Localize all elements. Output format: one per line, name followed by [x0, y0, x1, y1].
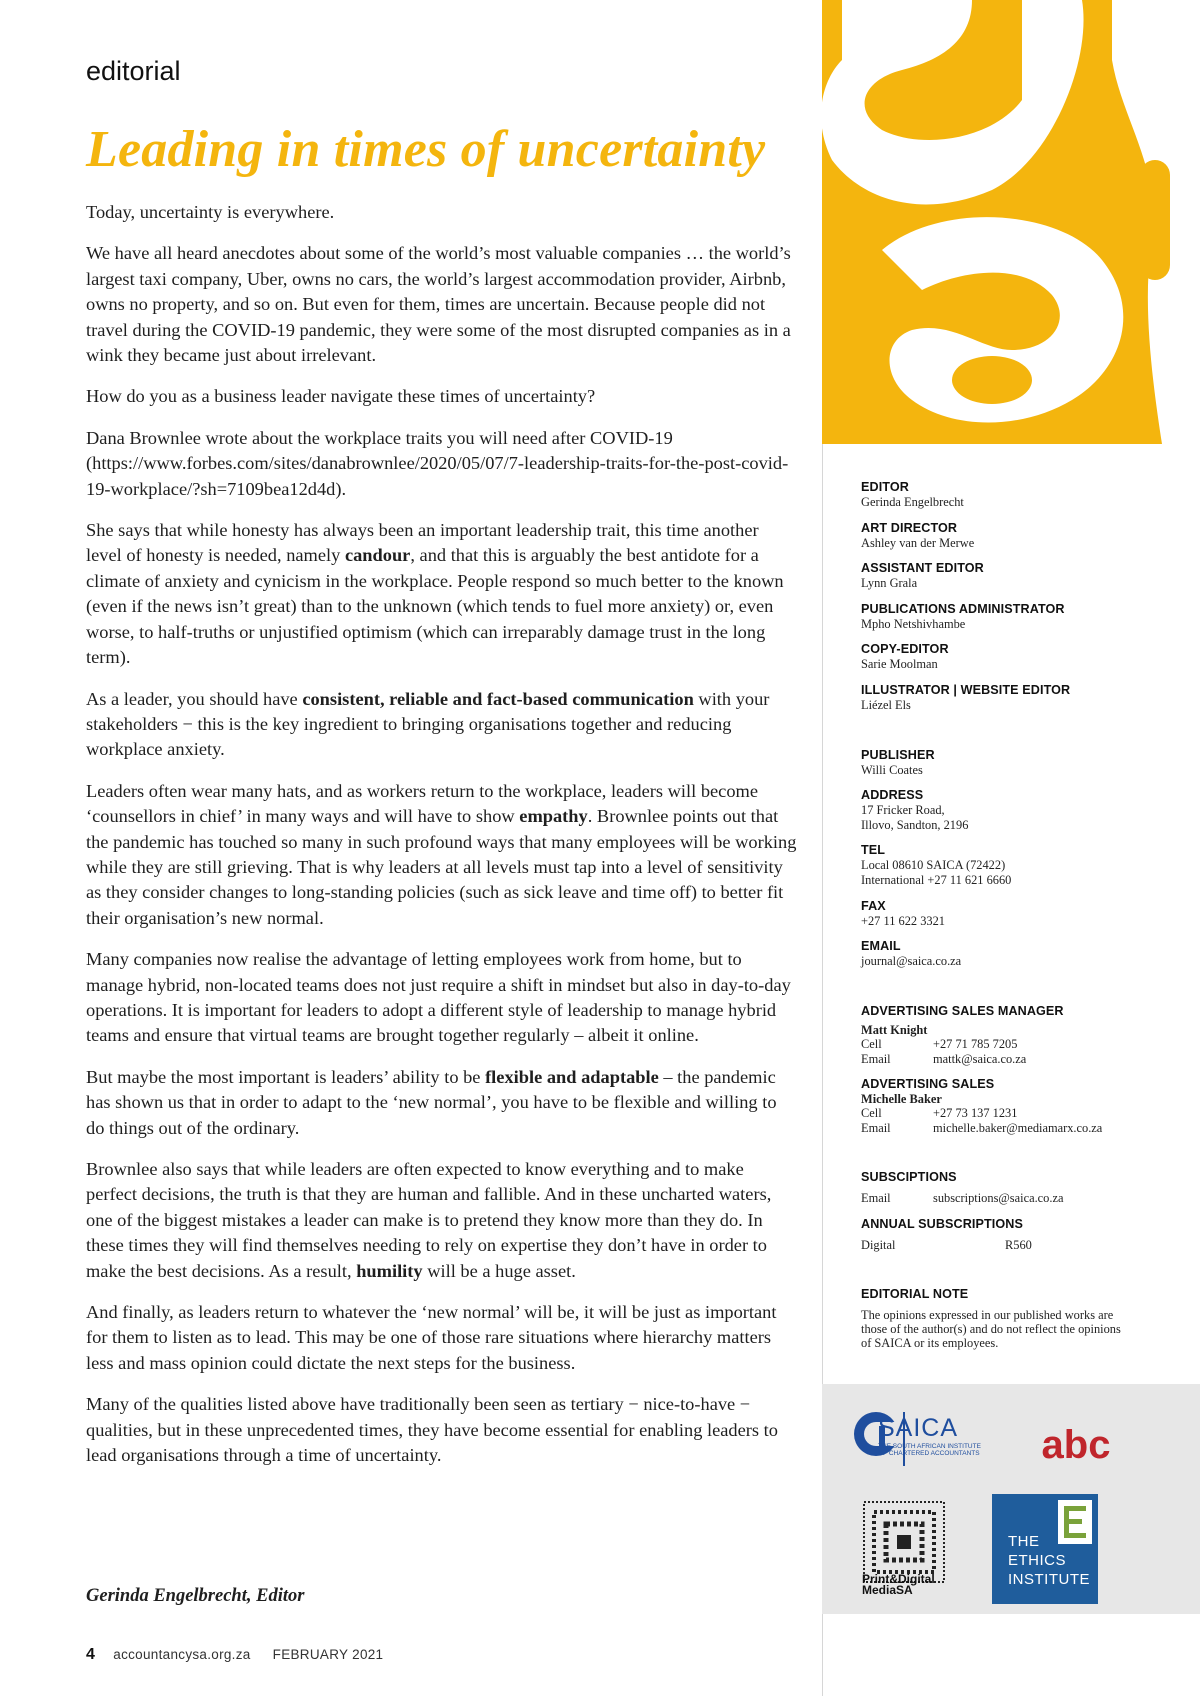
- paragraph: And finally, as leaders return to whatever the ‘new normal’ will be, it will be just as important for them to listen as to lead. This may be one of those rare situations where hierarchy matters less and mass opinion could dictate the next steps for the business.: [86, 1302, 777, 1373]
- masthead-ad-sales: ADVERTISING SALES Michelle Baker Cell +27 73 137 1231 Email michelle.baker@mediamarx.co.za: [861, 1076, 1103, 1135]
- masthead-copy-editor: COPY-EDITOR Sarie Moolman: [861, 642, 949, 672]
- saica-wordmark: SAICA: [878, 1414, 959, 1442]
- masthead-fax: FAX +27 11 622 3321: [861, 898, 945, 928]
- right-block-cutout: [1140, 160, 1170, 280]
- editor-signoff: Gerinda Engelbrecht, Editor: [86, 1586, 305, 1606]
- masthead-editor: EDITOR Gerinda Engelbrecht: [861, 480, 964, 509]
- paragraph: As a leader, you should have consistent, reliable and fact-based communication with your stakeholders − this is the key ingredient to bringing organisations together and reducing workplace anxiety.: [86, 688, 770, 760]
- masthead-annual-subscriptions: ANNUAL SUBSCRIPTIONS Digital R560: [861, 1216, 1032, 1252]
- footer-site[interactable]: accountancysa.org.za: [113, 1647, 251, 1662]
- email-link[interactable]: mattk@saica.co.za: [933, 1051, 1027, 1066]
- sa-banner-graphic: [822, 0, 1200, 444]
- masthead-publications-admin: PUBLICATIONS ADMINISTRATOR Mpho Netshivhambe: [861, 601, 1065, 631]
- email-link[interactable]: journal@saica.co.za: [861, 954, 962, 969]
- svg-text:abc: abc: [1041, 1423, 1111, 1466]
- footer-issue: FEBRUARY 2021: [272, 1647, 384, 1662]
- masthead-ad-sales-manager: ADVERTISING SALES MANAGER Matt Knight Cell +27 71 785 7205 Email mattk@saica.co.za: [861, 1003, 1064, 1066]
- emphasis: candour: [344, 545, 411, 566]
- paragraph: We have all heard anecdotes about some of the world’s most valuable companies … the world’s largest taxi company, Uber, owns no cars, the world’s largest accommodation provider, Airbnb, owns no property, and so on. But even for them, times are uncertain. Because people did not travel during the COVID-19 pandemic, they were some of the most disrupted companies as in a wink they became just about irrelevant.: [86, 243, 791, 366]
- letter-a-counter: [952, 356, 1032, 404]
- masthead-tel: TEL Local 08610 SAICA (72422) International +27 11 621 6660: [861, 843, 1012, 887]
- paragraph: Brownlee also says that while leaders are often expected to know everything and to make perfect decisions, the truth is that they are human and fallible. And in these uncharted waters, one of the biggest mistakes a leader can make is to pretend they know more than they do. In these times they will find themselves needing to rely on expertise they don’t have in order to make the best decisions. As a result, humility will be a huge asset.: [86, 1159, 772, 1281]
- masthead-subscriptions: SUBSCIPTIONS Email subscriptions@saica.co.za: [861, 1170, 1064, 1206]
- masthead: [861, 480, 1181, 1361]
- paragraph: Many companies now realise the advantage of letting employees work from home, but to manage hybrid, non-located teams does not just require a shift in mindset but also in day-to-day operations. It is important for leaders to adopt a different style of leadership to manage hybrid teams and ensure that virtual teams are brought together regularly – albeit it online.: [86, 949, 791, 1046]
- masthead-address: ADDRESS 17 Fricker Road, Illovo, Sandton, 2196: [861, 788, 969, 832]
- emphasis: flexible and adaptable: [485, 1066, 659, 1087]
- paragraph: Many of the qualities listed above have traditionally been seen as tertiary − nice-to-have − qualities, but in these unprecedented times, they have become essential for enabling leaders to lead organisations through a time of uncertainty.: [86, 1394, 778, 1466]
- paragraph: She says that while honesty has always been an important leadership trait, this time another level of honesty is needed, namely candour, and that this is arguably the best antidote for a climate of anxiety and cynicism in the workplace. People respond so much better to the known (even if the news isn’t great) than to the unknown (which tends to fuel more anxiety) or, even worse, to half-truths or unjustified optimism (which can irreparably damage trust in the long term).: [86, 520, 784, 668]
- masthead-assistant-editor: ASSISTANT EDITOR Lynn Grala: [861, 561, 984, 591]
- masthead-editorial-note: EDITORIAL NOTE The opinions expressed in our published works are those of the author(s) and do not reflect the opinions of SAICA or its employees.: [861, 1286, 1121, 1350]
- paragraph: But maybe the most important is leaders’ ability to be flexible and adaptable – the pandemic has shown us that in order to adapt to the ‘new normal’, you have to be flexible and willing to do things out of the ordinary.: [86, 1066, 777, 1138]
- paragraph: Today, uncertainty is everywhere.: [86, 202, 335, 222]
- page-number: 4: [86, 1646, 96, 1663]
- paragraph: Dana Brownlee wrote about the workplace traits you will need after COVID-19 (https://www.forbes.com/sites/danabrownlee/2020/05/07/7-leadership-traits-for-the-post-covid-19-workplace/?sh=7109bea12d4d).: [86, 427, 789, 499]
- emphasis: humility: [356, 1260, 423, 1281]
- masthead-publisher: PUBLISHER Willi Coates: [861, 747, 935, 777]
- print-digital-media-wordmark: Print&Digital MediaSA: [862, 1572, 935, 1597]
- emphasis: consistent, reliable and fact-based communication: [302, 688, 694, 709]
- masthead-art-director: ART DIRECTOR Ashley van der Merwe: [861, 520, 975, 550]
- section-label: editorial: [86, 56, 181, 86]
- page-title: Leading in times of uncertainty: [86, 121, 766, 178]
- ethics-institute-logo: [992, 1494, 1098, 1604]
- page-footer: [86, 1646, 383, 1664]
- article-body: [86, 200, 798, 1484]
- paragraph: How do you as a business leader navigate these times of uncertainty?: [86, 386, 596, 407]
- paragraph: Leaders often wear many hats, and as workers return to the workplace, leaders will become ‘counsellors in chief’ in many ways and will have to show empathy. Brownlee points out that the pandemic has touched so many in such profound ways that many employees will be working while they are still grieving. That is why leaders at all levels must tap into a level of sensitivity as they consider changes to long-standing policies (such as sick leave and time off) to better fit their organisation’s new normal.: [86, 780, 797, 928]
- ethics-institute-wordmark: THE ETHICS INSTITUTE: [1008, 1533, 1090, 1588]
- emphasis: empathy: [519, 806, 588, 827]
- masthead-illustrator: ILLUSTRATOR | WEBSITE EDITOR Liézel Els: [861, 682, 1071, 712]
- abc-logo: [1028, 1420, 1124, 1466]
- email-link[interactable]: michelle.baker@mediamarx.co.za: [933, 1120, 1103, 1135]
- email-link[interactable]: subscriptions@saica.co.za: [933, 1191, 1064, 1206]
- masthead-email: EMAIL journal@saica.co.za: [861, 939, 1181, 969]
- saica-tagline: THE SOUTH AFRICAN INSTITUTE OF CHARTERED ACCOUNTANTS: [878, 1443, 981, 1457]
- partner-logos-panel: [822, 1384, 1200, 1614]
